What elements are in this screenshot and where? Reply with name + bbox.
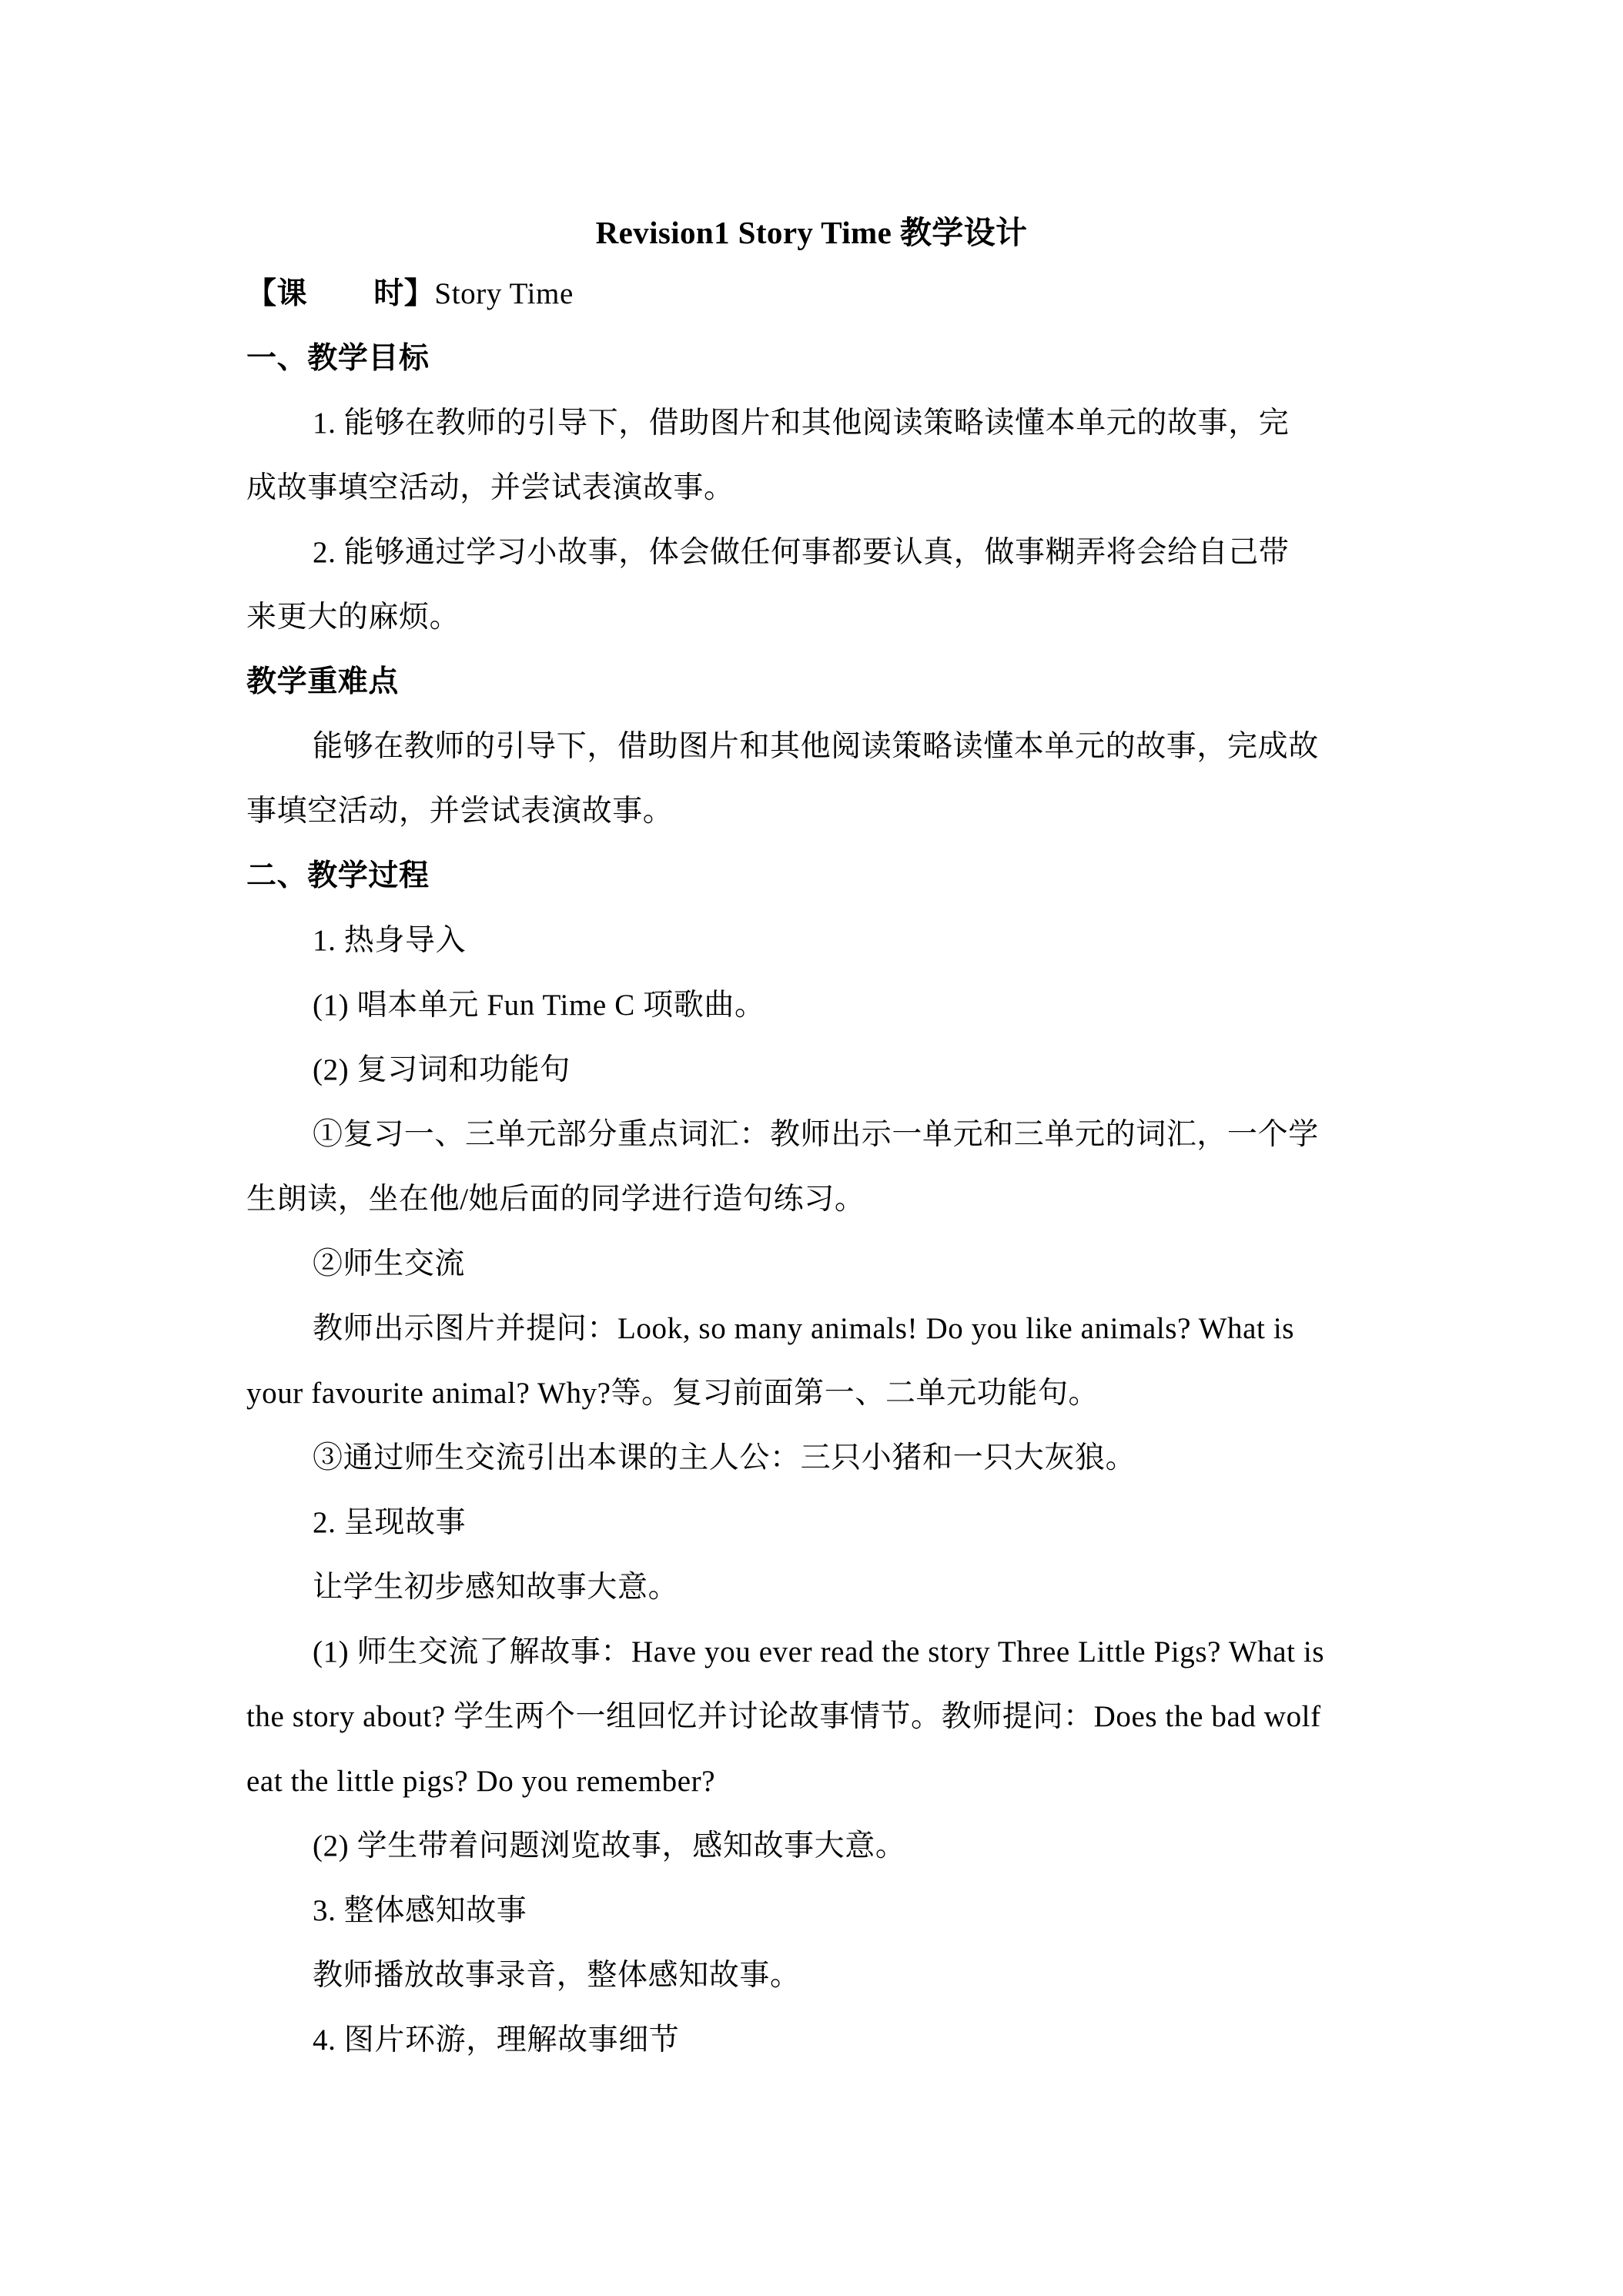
step-3-text: 教师播放故事录音，整体感知故事。 xyxy=(313,1959,801,1992)
step-1-2b-line-1: 教师出示图片并提问：Look, so many animals! Do you like animals? What is xyxy=(313,1312,1295,1345)
objectives-heading: 一、教学目标 xyxy=(246,342,430,375)
step-1-heading: 1. 热身导入 xyxy=(313,924,467,957)
keypoints-heading: 教学重难点 xyxy=(246,665,400,698)
step-3-heading: 3. 整体感知故事 xyxy=(313,1894,527,1927)
step-1-2a-line-2: 生朗读，坐在他/她后面的同学进行造句练习。 xyxy=(246,1183,865,1216)
objective-2-line-1: 2. 能够通过学习小故事，体会做任何事都要认真，做事糊弄将会给自己带 xyxy=(313,536,1290,569)
step-2-1-line-1: (1) 师生交流了解故事：Have you ever read the story Three Little Pigs? What is xyxy=(313,1635,1325,1668)
step-2-intro: 让学生初步感知故事大意。 xyxy=(313,1571,679,1604)
step-1-2: (2) 复习词和功能句 xyxy=(313,1053,571,1086)
step-4-heading: 4. 图片环游，理解故事细节 xyxy=(313,2023,680,2057)
step-2-1-line-2: the story about? 学生两个一组回忆并讨论故事情节。教师提问：Does the bad wolf xyxy=(246,1700,1321,1733)
process-heading: 二、教学过程 xyxy=(246,859,430,892)
step-1-2a-line-1: ①复习一、三单元部分重点词汇：教师出示一单元和三单元的词汇，一个学 xyxy=(313,1118,1319,1151)
objective-2-line-2: 来更大的麻烦。 xyxy=(246,601,460,634)
document-title: Revision1 Story Time 教学设计 xyxy=(595,215,1028,250)
lesson-line xyxy=(0,273,1623,316)
step-1-2c: ③通过师生交流引出本课的主人公：三只小猪和一只大灰狼。 xyxy=(313,1441,1136,1474)
lesson-label-close: 时】 xyxy=(373,277,435,310)
objective-1-line-1: 1. 能够在教师的引导下，借助图片和其他阅读策略读懂本单元的故事，完 xyxy=(313,407,1290,440)
step-1-2b: ②师生交流 xyxy=(313,1247,466,1280)
keypoints-line-1: 能够在教师的引导下，借助图片和其他阅读策略读懂本单元的故事，完成故 xyxy=(313,730,1319,763)
step-1-2b-line-2: your favourite animal? Why?等。复习前面第一、二单元功能句。 xyxy=(246,1377,1099,1410)
step-2-2: (2) 学生带着问题浏览故事，感知故事大意。 xyxy=(313,1829,906,1863)
lesson-value: Story Time xyxy=(434,277,574,310)
keypoints-line-2: 事填空活动，并尝试表演故事。 xyxy=(246,795,674,828)
step-2-1-line-3: eat the little pigs? Do you remember? xyxy=(246,1765,716,1798)
step-1-1: (1) 唱本单元 Fun Time C 项歌曲。 xyxy=(313,989,765,1022)
lesson-label-open: 【课 xyxy=(246,277,308,310)
step-2-heading: 2. 呈现故事 xyxy=(313,1506,467,1539)
objective-1-line-2: 成故事填空活动，并尝试表演故事。 xyxy=(246,471,735,504)
